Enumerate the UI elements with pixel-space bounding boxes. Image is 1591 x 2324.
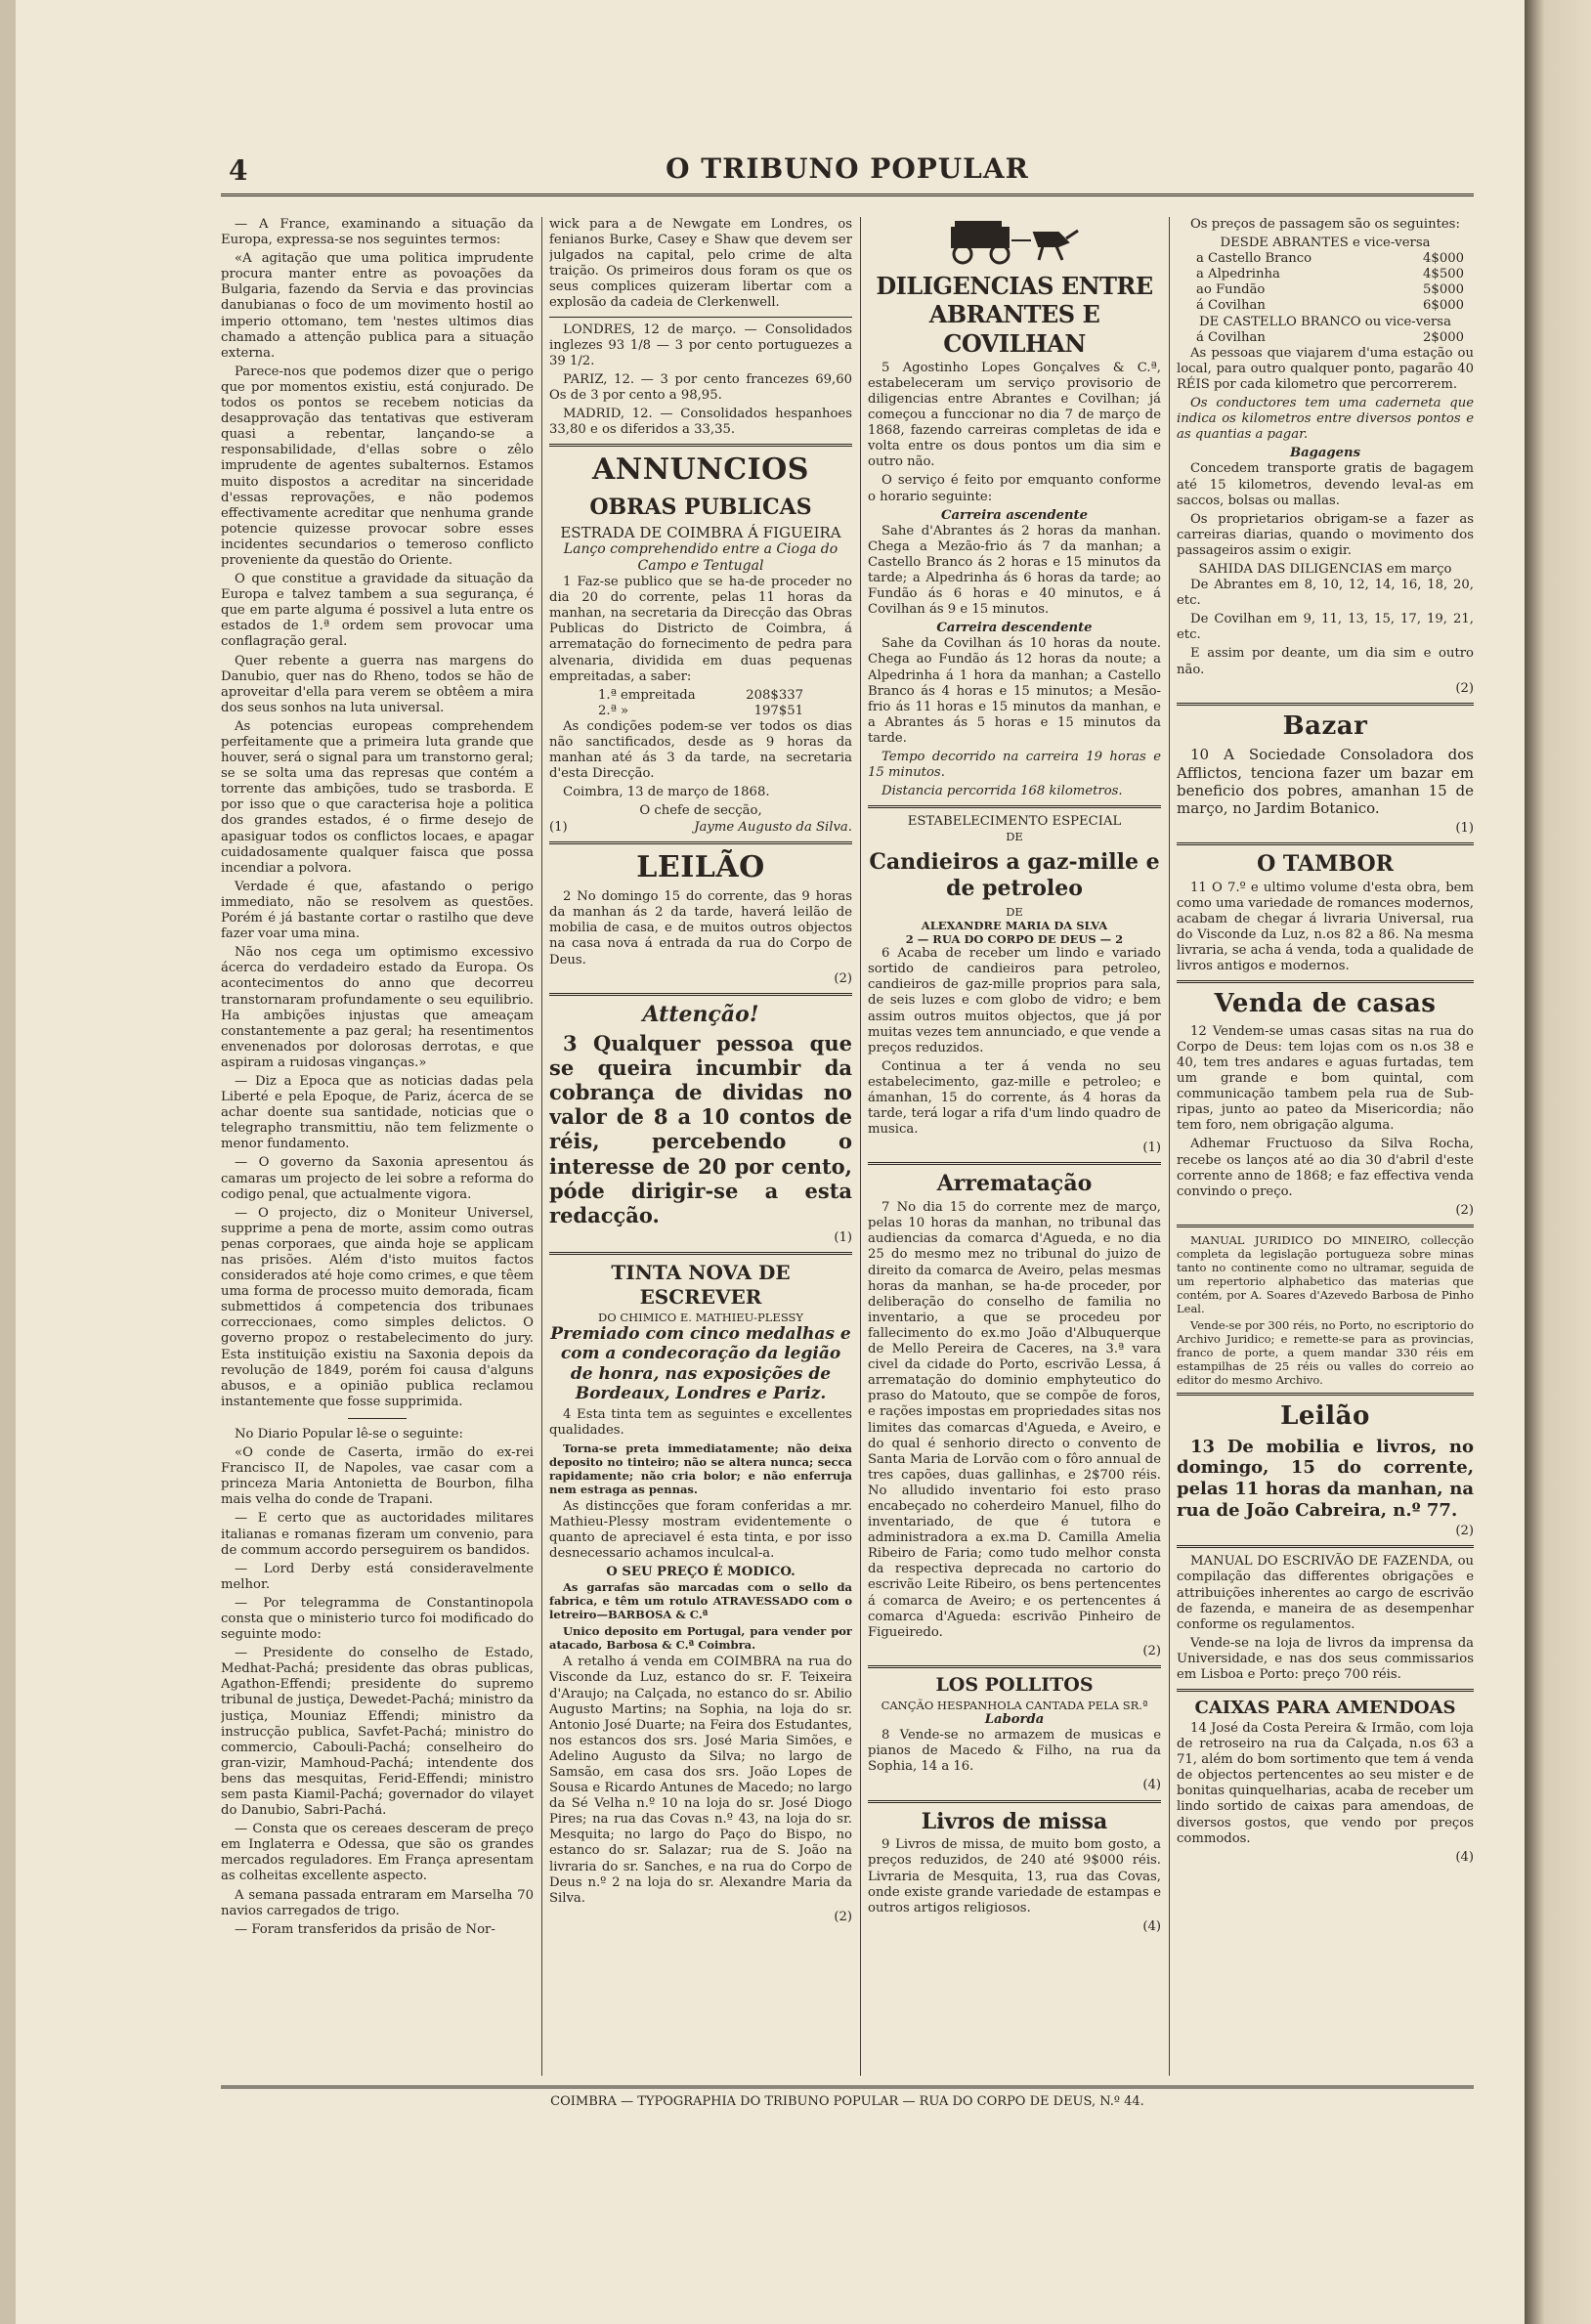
ad-signature-role: O chefe de secção,: [639, 803, 762, 819]
ad-text: Tempo decorrido na carreira 19 horas e 15 minutos.: [868, 750, 1161, 781]
price-label: 1.ª empreitada: [598, 687, 696, 703]
price-row: [549, 704, 852, 719]
price-value: 208$337: [746, 687, 803, 703]
newspaper-page: [221, 147, 1474, 2140]
ad-subheading: O SEU PREÇO É MODICO.: [606, 1565, 796, 1580]
ad-text: 5 Agostinho Lopes Gonçalves & C.ª, estabeleceram um serviço provisorio de diligencias entre Abrantes e Covilhan; já começou a funccionar no dia 7 de março de 1868, fazendo carreiras completas de ida e volta entre os dous pontos um dia sim e outro não.: [868, 360, 1161, 470]
ad-heading: LEILÃO: [636, 849, 765, 884]
adjacent-page-edge: [1525, 0, 1591, 2324]
fare-price: 6$000: [1423, 298, 1464, 314]
news-paragraph: — E certo que as auctoridades militares italianas e romanas fizeram um convenio, para de commum accordo perseguirem os bandidos.: [221, 1511, 534, 1558]
ad-subheading: 2 — RUA DO CORPO DE DEUS — 2: [905, 932, 1124, 947]
ad-heading: Leilão: [1280, 1401, 1370, 1432]
ad-number: (1): [1142, 1140, 1161, 1156]
ad-heading: Bazar: [1282, 710, 1368, 741]
ad-subheading: Laborda: [984, 1712, 1045, 1728]
divider: [1177, 1393, 1474, 1396]
news-paragraph: — Lord Derby está consideravelmente melhor.: [221, 1561, 534, 1592]
ad-heading: LOS POLLITOS: [935, 1673, 1094, 1696]
ad-text: Os preços de passagem são os seguintes:: [1190, 217, 1460, 232]
column-news-1: [221, 217, 534, 2076]
news-paragraph: Verdade é que, afastando o perigo immediato, não se resolvem as questões. Porém é já bastante cortar o rastilho que deve fazer voar uma mina.: [221, 879, 534, 942]
ad-text: 7 No dia 15 do corrente mez de março, pelas 10 horas da manhan, no tribunal das audiencias da comarca d'Agueda, e no dia 25 do mesmo mez no tribunal do juizo de direito da comarca de Aveiro, pelas mesmas horas da manhan, se ha-de proceder, por deliberação do conselho de familia no inventario, a que se procedeu por fallecimento do ex.mo João d'Albuquerque de Mello Pereira de Caceres, na 3.ª vara civel da cidade do Porto, escrivão Lessa, á arrematação do dominio emphyteutico do praso do Matouto, que se compõe de foros, e rações impostas em propriedades sitas nos limites das comarcas d'Agueda, e Aveiro, e do qual é senhorio directo o convento de Santa Maria de Lorvão com o fôro annual de tres capões, duas gallinhas, e 2$700 réis. No alludido inventario foi esto praso encabeçado no coherdeiro Manuel, filho do inventariado, de que é tutora e administradora a ex.ma D. Camilla Amelia Ribeiro de Faria; como tudo melhor consta da respectiva deprecada no cartorio do escrivão Leite Ribeiro, os bens pertencentes á comarca de Aveiro; e os pertencentes á comarca d'Agueda: escrivão Pinheiro de Figueiredo.: [868, 1200, 1161, 1640]
ad-number: (2): [834, 970, 852, 986]
fare-row: [1177, 298, 1474, 314]
column-ads-3: [868, 217, 1161, 2076]
ad-text: 12 Vendem-se umas casas sitas na rua do Corpo de Deus: tem lojas com os n.os 38 e 40, tem tres andares e aguas furtadas, tem um grande e bom quintal, com communicação tambem pela rua de Sub-ripas, junto ao pateo da Misericordia; não tem foro, nem obrigação alguma.: [1177, 1023, 1474, 1134]
news-paragraph: — Presidente do conselho de Estado, Medhat-Pachá; presidente das obras publicas, Agathon-Effendi; presidente do supremo tribunal de justiça, Dewedet-Pachá; ministro da justiça, Mouniaz Effendi; ministro da instrucção publica, Savfet-Pachá; ministro do commercio, Cabouli-Pachá; conselheiro do gran-vizir, Mamhoud-Pachá; intendente dos bens das mesquitas, Ferid-Effendi; ministro sem pasta Kiamil-Pachá; governador do vilayet do Danubio, Sabri-Pachá.: [221, 1646, 534, 1819]
ad-heading: TINTA NOVA DE ESCREVER: [611, 1261, 791, 1309]
market-report: MADRID, 12. — Consolidados hespanhoes 33,80 e os diferidos a 33,35.: [549, 407, 852, 438]
divider: [348, 1418, 407, 1419]
news-paragraph: Quer rebente a guerra nas margens do Danubio, quer nas do Rheno, todos se hão de aproveitar d'ella para verem se obtêem a mira dos seus sonhos na luta universal.: [221, 653, 534, 715]
news-paragraph: «A agitação que uma politica imprudente procura manter entre as povoações da Bulgaria, fazendo da Servia e das provincias danubianas o foco de um movimento hostil ao imperio ottomano, tem 'nestes ultimos dias chamado a attenção publica para a situação externa.: [221, 251, 534, 361]
ad-heading: Arrematação: [936, 1171, 1093, 1197]
ad-subheading: Carreira ascendente: [940, 507, 1089, 523]
divider: [549, 841, 852, 844]
ad-number: (1): [834, 1230, 852, 1246]
ad-text: A retalho á venda em COIMBRA na rua do Visconde da Luz, estanco do sr. F. Teixeira d'Araujo; na Calçada, no estanco do sr. Abilio Augusto Martins; na Sophia, na loja do sr. Antonio José Duarte; na Feira dos Estudantes, nos estancos dos srs. José Maria Simões, e Adelino Augusto da Silva; no largo de Samsão, em casa dos srs. João Lopes de Sousa e Ricardo Antunes de Macedo; no largo da Sé Velha n.º 10 na loja do sr. José Diogo Pires; na rua das Covas n.º 43, na loja do sr. Mesquita; no largo do Paço do Bispo, no estanco do sr. Salazar; rua de S. João na livraria do sr. Sanches, e na rua do Corpo de Deus n.º 2 na loja do sr. Alexandre Maria da Silva.: [549, 1655, 852, 1906]
masthead: [221, 147, 1474, 196]
ad-subheading: DESDE ABRANTES e vice-versa: [1220, 236, 1431, 251]
fare-place: á Covilhan: [1196, 329, 1266, 345]
news-paragraph: As potencias europeas comprehendem perfeitamente que a primeira luta grande que houver, será o signal para um transtorno geral; se se solta uma das represas que contém a torrente das ambições, tudo se trasborda. E por isso que o que caracterisa hoje a politica dos grandes estados, é o firme desejo de apasiguar todos os conflictos locaes, e apagar cuidadosamente qualquer faisca que possa incendiar a polvora.: [221, 718, 534, 876]
divider: [868, 1800, 1161, 1803]
ad-heading: DILIGENCIAS ENTRE ABRANTES E COVILHAN: [876, 272, 1153, 358]
ad-heading: Livros de missa: [921, 1808, 1108, 1834]
ad-text: Adhemar Fructuoso da Silva Rocha, recebe os lanços até ao dia 30 d'abril d'este corrente anno de 1868; e faz effectiva venda convindo o preço.: [1177, 1137, 1474, 1199]
divider: [1177, 1225, 1474, 1227]
ad-text: Unico deposito em Portugal, para vender por atacado, Barbosa & C.ª Coimbra.: [549, 1624, 852, 1653]
news-paragraph: — Consta que os cereaes desceram de preço em Inglaterra e Odessa, que são os grandes mercados reguladores. Em França apresentam as colheitas excellente aspecto.: [221, 1822, 534, 1884]
fare-place: a Castello Branco: [1196, 251, 1312, 267]
ad-text: 11 O 7.º e ultimo volume d'esta obra, bem como uma variedade de romances modernos, acabam de chegar á livraria Universal, rua do Visconde da Luz, n.os 82 a 86. Na mesma livraria, se acha á venda, toda a qualidade de livros antigos e modernos.: [1177, 880, 1474, 974]
ad-subheading: Lanço comprehendido entre a Cioga do Campo e Tentugal: [563, 540, 838, 575]
ad-subheading: ESTRADA DE COIMBRA Á FIGUEIRA: [560, 523, 841, 541]
ad-text: MANUAL JURIDICO DO MINEIRO, collecção completa da legislação portugueza sobre minas tanto no continente como no ultramar, seguida de um repertorio alphabetico das materias que contém, por A. Soares d'Azevedo Barbosa de Pinho Leal.: [1177, 1232, 1474, 1316]
ad-number: (2): [1142, 1643, 1161, 1658]
divider: [868, 1162, 1161, 1165]
ad-date: Coimbra, 13 de março de 1868.: [563, 785, 770, 800]
news-paragraph: — Foram transferidos da prisão de Nor-: [235, 1921, 495, 1937]
ad-heading: OBRAS PUBLICAS: [589, 494, 812, 520]
divider: [1177, 703, 1474, 706]
ad-text: Concedem transporte gratis de bagagem até 15 kilometros, devendo leval-as em saccos, bolsas ou mallas.: [1177, 461, 1474, 508]
fare-place: ao Fundão: [1196, 282, 1266, 298]
fare-row: [1177, 267, 1474, 282]
news-paragraph: Não nos cega um optimismo excessivo ácerca do verdadeiro estado da Europa. Os acontecimentos do anno que decorreu transtornaram profundamente o seu equilibrio. Ha ambições injustas que ameaçam constantemente a paz geral; ha resentimentos envenenados por dolorosas derrotas, e que aspiram a ruidosas vinganças.»: [221, 945, 534, 1070]
fare-price: 4$000: [1423, 251, 1464, 267]
ad-text: As distincções que foram conferidas a mr. Mathieu-Plessy mostram evidentemente o quanto de apreciavel é esta tinta, e por isso desnecessario achamos inculcal-a.: [549, 1498, 852, 1562]
ad-text: Sahe d'Abrantes ás 2 horas da manhan. Chega a Mezão-frio ás 7 da manhan; a Castello Branco ás 2 horas e 15 minutos da tarde; a Alpedrinha ás 6 horas da tarde; ao Fundão ás 6 horas e 40 minutos, e á Covilhan ás 9 e 15 minutos.: [868, 523, 1161, 618]
market-report: PARIZ, 12. — 3 por cento francezes 69,60 Os de 3 por cento a 98,95.: [549, 371, 852, 403]
divider: [549, 993, 852, 996]
news-paragraph: A semana passada entraram em Marselha 70 navios carregados de trigo.: [221, 1887, 534, 1918]
ad-text: 6 Acaba de receber um lindo e variado sortido de candieiros para petroleo, candieiros de gaz-mille proprios para sala, de seis luzes e com globo de vidro; e bem assim outros muitos objectos, que já por muitas vezes tem annunciado, e que vende a preços reduzidos.: [868, 946, 1161, 1055]
news-paragraph: «O conde de Caserta, irmão do ex-rei Francisco II, de Napoles, vae casar com a princeza Maria Antonietta de Bourbon, filha mais velha do conde de Trapani.: [221, 1445, 534, 1508]
ad-text: 13 De mobilia e livros, no domingo, 15 do corrente, pelas 11 horas da manhan, na rua de João Cabreira, n.º 77.: [1177, 1436, 1474, 1521]
fare-price: 4$500: [1423, 267, 1464, 282]
binding-edge: [0, 0, 16, 2324]
ad-heading: Attenção!: [642, 1001, 759, 1027]
ad-subheading: DE: [1006, 830, 1023, 844]
news-paragraph: O que constitue a gravidade da situação da Europa e talvez tambem a sua segurança, é que em parte alguma é possivel a luta entre os estados de 1.ª ordem sem provocar uma conflagração geral.: [221, 572, 534, 650]
fare-row: [1177, 251, 1474, 267]
news-paragraph: — Diz a Epoca que as noticias dadas pela Liberté e pela Epoque, de Pariz, ácerca de se achar doente sua santidade, noticias que o telegrapho transmittiu, não tem felizmente o menor fundamento.: [221, 1073, 534, 1152]
ad-text: 4 Esta tinta tem as seguintes e excellentes qualidades.: [549, 1406, 852, 1438]
ad-text: Vende-se por 300 réis, no Porto, no escriptorio do Archivo Juridico; e remette-se para as provincias, franco de porte, a quem mandar 330 réis em estampilhas de 25 réis ou valles do correio ao editor do mesmo Archivo.: [1177, 1318, 1474, 1388]
ad-text: Vende-se na loja de livros da imprensa da Universidade, e nas dos seus commissarios em Lisboa e Porto: preço 700 réis.: [1177, 1635, 1474, 1682]
ad-number: (4): [1142, 1918, 1161, 1934]
ad-text: As pessoas que viajarem d'uma estação ou local, para outro qualquer ponto, pagarão 40 RÉIS por cada kilometro que percorrerem.: [1177, 345, 1474, 392]
market-report: LONDRES, 12 de março. — Consolidados inglezes 93 1/8 — 3 por cento portuguezes a 39 1/2.: [549, 322, 852, 368]
column-ads-4: [1177, 217, 1474, 2076]
divider: [868, 805, 1161, 808]
divider: [549, 444, 852, 447]
newspaper-title: O TRIBUNO POPULAR: [666, 152, 1029, 185]
ad-number: (2): [1455, 680, 1474, 696]
divider: [1177, 1545, 1474, 1548]
column-rule: [541, 217, 542, 2076]
ad-heading: O TAMBOR: [1257, 850, 1394, 877]
ad-number: (1): [549, 819, 568, 835]
imprint-footer: COIMBRA — TYPOGRAPHIA DO TRIBUNO POPULAR — RUA DO CORPO DE DEUS, N.º 44.: [221, 2086, 1474, 2110]
ad-text: Torna-se preta immediatamente; não deixa deposito no tinteiro; não se altera nunca; secca rapidamente; não cria bolor; e não enferruja nem estraga as pennas.: [549, 1441, 852, 1496]
ad-number: (1): [1455, 820, 1474, 836]
ad-number: (2): [1455, 1202, 1474, 1218]
ad-subheading: CANÇÃO HESPANHOLA CANTADA PELA SR.ª: [881, 1699, 1148, 1713]
ad-text: Os proprietarios obrigam-se a fazer as carreiras diarias, quando o movimento dos passageiros assim o exigir.: [1177, 511, 1474, 558]
ad-heading: CAIXAS PARA AMENDOAS: [1194, 1698, 1456, 1719]
ad-number: (4): [1142, 1778, 1161, 1793]
column-rule: [860, 217, 861, 2076]
ad-text: Os conductores tem uma caderneta que indica os kilometros entre diversos pontos e as quantias a pagar.: [1177, 396, 1474, 443]
ad-text: 8 Vende-se no armazem de musicas e pianos de Macedo & Filho, na rua da Sophia, 14 a 16.: [868, 1728, 1161, 1775]
ad-text: As condições podem-se ver todos os dias não sanctificados, desde as 9 horas da manhan até ás 3 da tarde, na secretaria d'esta Direcção.: [549, 718, 852, 782]
annuncios-heading: ANNUNCIOS: [592, 452, 809, 488]
news-paragraph: — O projecto, diz o Moniteur Universel, supprime a pena de morte, assim como outras penas corporaes, que ainda hoje se applicam nas prisões. Além d'isto muitos factos considerados até hoje como crimes, e que têem uma forma de processo muito demorada, ficam submettidos á competencia dos tribunaes correccionaes, como simples delictos. O governo propoz o restabelecimento do jury. Esta instituição existiu na Saxonia depois da revolução de 1849, porém foi causa d'alguns abusos, e a opinião publica reclamou instantemente que fosse supprimida.: [221, 1205, 534, 1409]
fare-price: 2$000: [1423, 329, 1464, 345]
column-news-2: [549, 217, 852, 2076]
ad-text: MANUAL DO ESCRIVÃO DE FAZENDA, ou compilação das differentes obrigações e attribuições inherentes ao cargo de escrivão de fazenda, e maneira de as desempenhar conforme os regulamentos.: [1177, 1554, 1474, 1632]
news-paragraph: — Por telegramma de Constantinopola consta que o ministerio turco foi modificado do seguinte modo:: [221, 1595, 534, 1643]
ad-signature-row: [549, 820, 852, 836]
column-rule: [1169, 217, 1170, 2076]
page-number: 4: [229, 154, 248, 187]
news-paragraph: — O governo da Saxonia apresentou ás camaras um projecto de lei sobre a reforma do codigo penal, que actualmente vigora.: [221, 1155, 534, 1202]
ad-heading: Candieiros a gaz-mille e de petroleo: [869, 849, 1160, 902]
divider: [549, 317, 852, 318]
fare-row: [1177, 330, 1474, 346]
ad-text: 14 José da Costa Pereira & Irmão, com loja de retroseiro na rua da Calçada, n.os 63 a 71, além do bom sortimento que tem á venda de objectos pertencentes ao seu mister e de bonitas quinquelharias, acaba de receber um lindo sortido de caixas para amendoas, de diversos gostos, que vendo por preços commodos.: [1177, 1721, 1474, 1846]
divider: [868, 1665, 1161, 1668]
fare-price: 5$000: [1423, 282, 1464, 298]
price-row: [549, 688, 852, 704]
price-value: 197$51: [753, 703, 803, 718]
ad-subheading: DE CASTELLO BRANCO ou vice-versa: [1199, 314, 1451, 329]
news-paragraph: Parece-nos que podemos dizer que o perigo que por momentos existiu, está conjurado. De todos os pontos se recebem noticias da desapprovação das tentativas que estiveram quasi a rebentar, lançando-se a responsabilidade, d'ellas sobre o zêlo imprudente de agentes subalternos. Estamos muito dispostos a acreditar na sinceridade d'essas reprovações, e não podemos effectivamente acreditar que nenhuma grande potencie quizesse provocar sobre esses incidentes secundarios o temeroso conflicto proveniente da questão do Oriente.: [221, 364, 534, 568]
price-label: 2.ª »: [598, 703, 629, 718]
divider: [549, 1252, 852, 1255]
ad-heading: Venda de casas: [1214, 989, 1437, 1019]
ad-text: Continua a ter á venda no seu estabelecimento, gaz-mille e petroleo; e ámanhan, 15 do corrente, ás 4 horas da tarde, terá logar a rifa d'um lindo quadro de musica.: [868, 1058, 1161, 1138]
ad-number: (2): [1455, 1524, 1474, 1539]
ad-subheading: ESTABELECIMENTO ESPECIAL: [907, 814, 1122, 830]
ad-text: O serviço é feito por emquanto conforme o horario seguinte:: [868, 473, 1161, 504]
ad-subheading: DE: [1006, 905, 1023, 920]
ad-text: E assim por deante, um dia sim e outro não.: [1177, 646, 1474, 677]
news-paragraph: — A France, examinando a situação da Europa, expressa-se nos seguintes termos:: [221, 217, 534, 248]
fare-row: [1177, 282, 1474, 298]
ad-text: Distancia percorrida 168 kilometros.: [882, 784, 1123, 799]
news-paragraph: wick para a de Newgate em Londres, os fenianos Burke, Casey e Shaw que devem ser julgados na capital, pelo crime de alta traição. Os primeiros dous foram os que os seus complices quizeram libertar com a explosão da cadeia de Clerkenwell.: [549, 217, 852, 311]
ad-signature: Jayme Augusto da Silva.: [694, 819, 852, 835]
ad-text: 2 No domingo 15 do corrente, das 9 horas da manhan ás 2 da tarde, haverá leilão de mobilia de casa, e de muitos outros objectos na casa nova á entrada da rua do Corpo de Deus.: [549, 889, 852, 968]
fare-table: [1177, 251, 1474, 314]
ad-number: (4): [1455, 1849, 1474, 1865]
ad-text: 10 A Sociedade Consoladora dos Afflictos, tenciona fazer um bazar em beneficio dos pobres, amanhan 15 de março, no Jardim Botanico.: [1177, 746, 1474, 818]
ad-subheading: SAHIDA DAS DILIGENCIAS em março: [1198, 561, 1452, 577]
ad-text: 3 Qualquer pessoa que se queira incumbir da cobrança de dividas no valor de 8 a 10 contos de réis, percebendo o interesse de 20 por cento, póde dirigir-se a esta redacção.: [549, 1030, 852, 1227]
ad-subheading: ALEXANDRE MARIA DA SLVA: [921, 919, 1108, 933]
ad-text: De Covilhan em 9, 11, 13, 15, 17, 19, 21, etc.: [1177, 612, 1474, 643]
divider: [1177, 1689, 1474, 1692]
ad-subheading: Bagagens: [1289, 446, 1361, 461]
news-paragraph: No Diario Popular lê-se o seguinte:: [235, 1426, 463, 1442]
ad-highlight: Premiado com cinco medalhas e com a condecoração da legião de honra, nas exposições de Bordeaux, Londres e Pariz.: [550, 1323, 851, 1404]
ad-text: 1 Faz-se publico que se ha-de proceder no dia 20 do corrente, pelas 11 horas da manhan, na secretaria da Direcção das Obras Publicas do Districto de Coimbra, á arrematação do fornecimento de pedra para alvenaria, dividida em duas pequenas empreitadas, a saber:: [549, 575, 852, 684]
fare-place: á Covilhan: [1196, 298, 1266, 314]
ad-subheading: DO CHIMICO E. MATHIEU-PLESSY: [598, 1310, 803, 1324]
ad-text: As garrafas são marcadas com o sello da fabrica, e têm um rotulo ATRAVESSADO com o letreiro—BARBOSA & C.ª: [549, 1580, 852, 1622]
divider: [1177, 980, 1474, 983]
stagecoach-icon: [941, 217, 1088, 266]
ad-text: De Abrantes em 8, 10, 12, 14, 16, 18, 20, etc.: [1177, 578, 1474, 609]
ad-subheading: Carreira descendente: [936, 621, 1093, 636]
divider: [1177, 842, 1474, 845]
ad-text: Sahe da Covilhan ás 10 horas da noute. Chega ao Fundão ás 12 horas da noute; a Alpedrinha á 1 hora da manhan; a Castello Branco ás 4 horas e 15 minutos; a Mesão-frio ás 11 horas e 15 minutos da manhan, e a Abrantes ás 5 horas e 15 minutos da tarde.: [868, 636, 1161, 746]
ad-number: (2): [834, 1909, 852, 1924]
ad-text: 9 Livros de missa, de muito bom gosto, a preços reduzidos, de 240 até 9$000 réis. Livraria de Mesquita, 13, rua das Covas, onde existe grande variedade de estampas e outros artigos religiosos.: [868, 1837, 1161, 1915]
fare-place: a Alpedrinha: [1196, 267, 1280, 282]
